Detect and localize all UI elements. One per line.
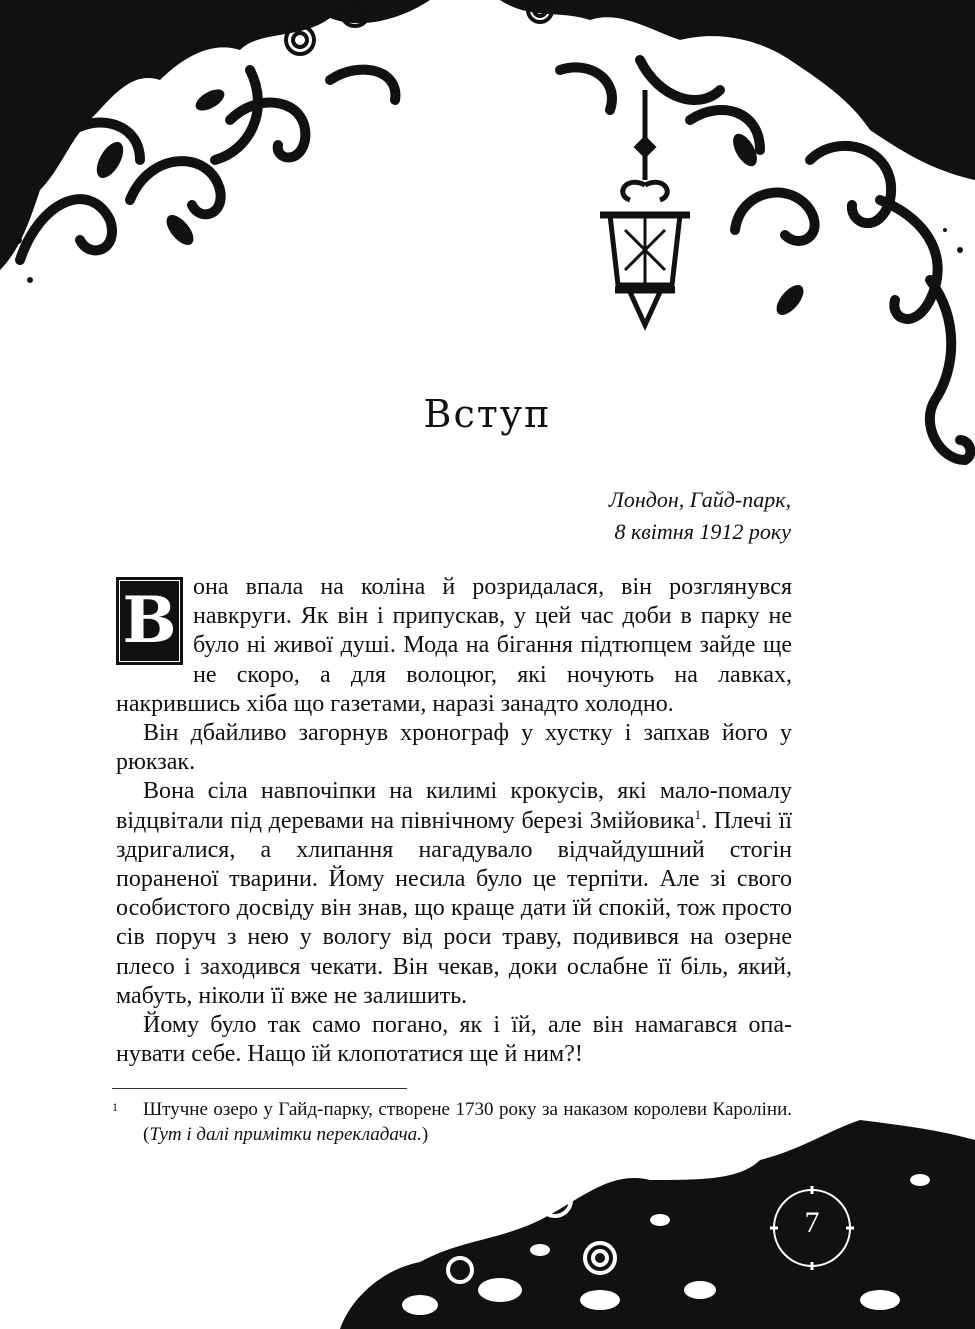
drop-cap: [116, 577, 183, 665]
paragraph-1: [116, 573, 792, 719]
paragraph-3-text-b: . Плечі її здригалися, а хлипання нагадувало відчайдушний стогін пораненої тварини. Йому несила було це терпіти. Але зі свого особистого досвіду він знав, що краще дати їй спокій, тож просто сів поруч з нею у вологу від роси траву, подивився на озерне плесо і заходився чекати. Він чекав, доки ослабне її біль, який, мабуть, ніколи її вже не залишить.: [116, 807, 792, 1009]
place-line: Лондон, Гайд-парк,: [608, 487, 791, 512]
chapter-text: [116, 573, 792, 1069]
place-and-date: [609, 484, 791, 548]
footnote-mark: 1: [112, 1100, 118, 1114]
footnote-text: [116, 1097, 792, 1147]
drop-cap-letter: В: [122, 583, 177, 658]
paragraph-3-text-a: Вона сіла навпочіпки на килимі крокусів, які мало-помалу відцвітали під деревами на північному березі Змійовика: [116, 778, 792, 834]
paragraph-1-text: она впала на коліна й розридалася, він розглянувся навкруги. Як він і припускав, у цей час доби в парку не було ні живої душі. Мода на бігання підтюпцем зайде ще не скоро, а для волоцюг, які ночують на лавках, накрившись хіба що газетами, наразі занадто холодно.: [116, 574, 792, 717]
footnote-close: ): [421, 1124, 429, 1145]
page-number: 7: [804, 1206, 820, 1239]
footnote-divider: [112, 1088, 407, 1089]
footnote-ref[interactable]: 1: [694, 806, 702, 822]
footnote-body: Штучне озеро у Гайд-парку, створене 1730 року за наказом королеви Кароліни. (: [143, 1099, 792, 1145]
paragraph-3: [116, 777, 792, 1011]
paragraph-2: Він дбайливо загорнув хронограф у хустку і запхав його у рюкзак.: [116, 720, 792, 776]
footnote-italic: Тут і далі примітки перекладача.: [149, 1124, 422, 1145]
chapter-title: Вступ: [423, 392, 552, 436]
paragraph-4: Йому було так само погано, як і їй, але він намагався опанувати себе. Нащо їй клопотатися ще й ним?!: [116, 1012, 792, 1068]
date-line: 8 квітня 1912 року: [614, 519, 791, 544]
footnote: [112, 1097, 792, 1147]
